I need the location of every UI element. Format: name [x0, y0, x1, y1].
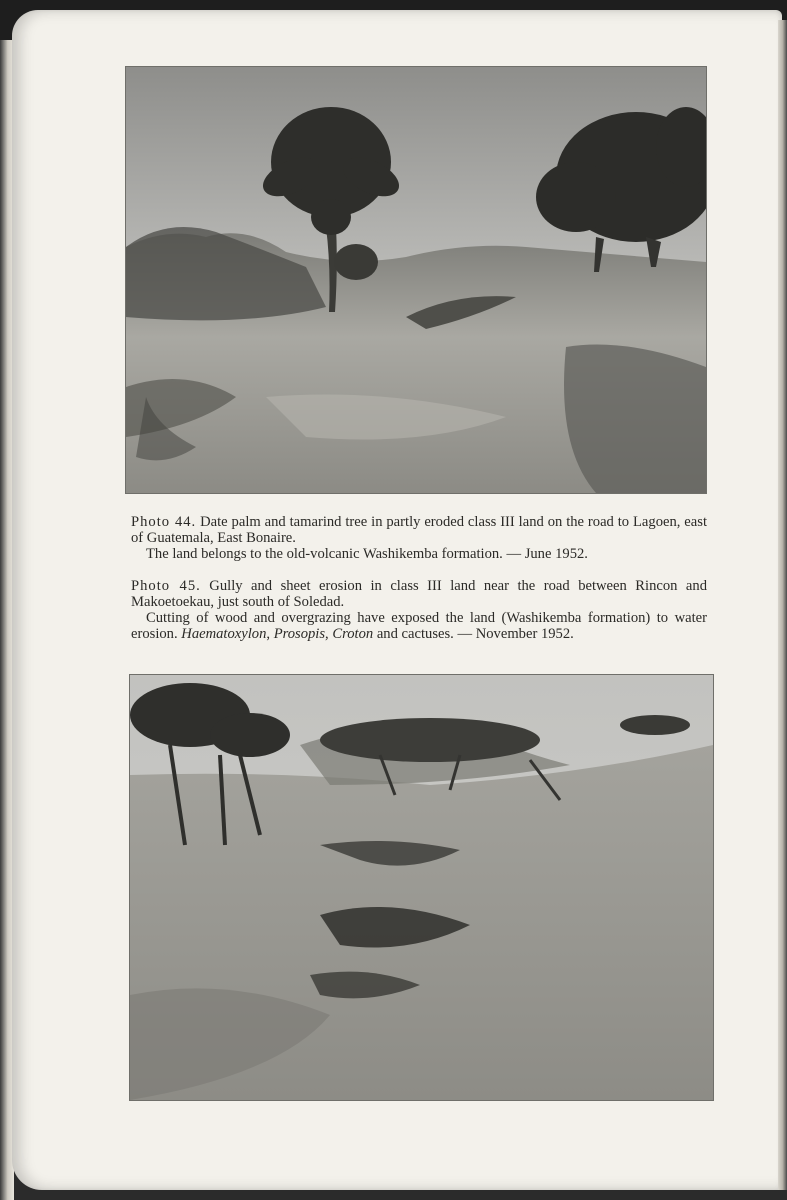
- caption-photo-45: [131, 578, 707, 642]
- species-separator-2: ,: [325, 626, 333, 642]
- captions-block: [131, 514, 707, 658]
- photo-45-description: Gully and sheet erosion in class III land near the road between Rincon and Makoetoekau, just south of Soledad.: [131, 578, 708, 610]
- photo-45-note: [131, 610, 707, 642]
- species-separator-1: ,: [266, 626, 274, 642]
- photo-45-image: [130, 675, 713, 1100]
- caption-photo-44: [131, 514, 707, 562]
- photo-45-note-after: and cactuses. — November 1952.: [376, 626, 574, 642]
- caption-photo-45-text: [131, 578, 707, 610]
- page-stack-edge: [778, 20, 787, 1190]
- species-haematoxylon: Haematoxylon: [181, 626, 267, 642]
- photo-45-gully-erosion: [130, 675, 713, 1100]
- photo-45-note-before: Cutting of wood and overgrazing have exposed the land (Washikemba formation) to water erosion.: [131, 610, 707, 642]
- species-croton: Croton: [332, 626, 374, 642]
- photo-44-image: [126, 67, 706, 493]
- photo-44-label: Photo 44.: [131, 514, 197, 530]
- caption-photo-44-text: [131, 514, 707, 546]
- photo-44-description: Date palm and tamarind tree in partly eroded class III land on the road to Lagoen, east of Guatemala, East Bonaire.: [131, 514, 707, 546]
- photo-44-note: The land belongs to the old-volcanic Washikemba formation. — June 1952.: [146, 546, 588, 562]
- species-prosopis: Prosopis: [273, 626, 326, 642]
- photo-44-date-palm-landscape: [126, 67, 706, 493]
- photo-45-label: Photo 45.: [131, 578, 201, 594]
